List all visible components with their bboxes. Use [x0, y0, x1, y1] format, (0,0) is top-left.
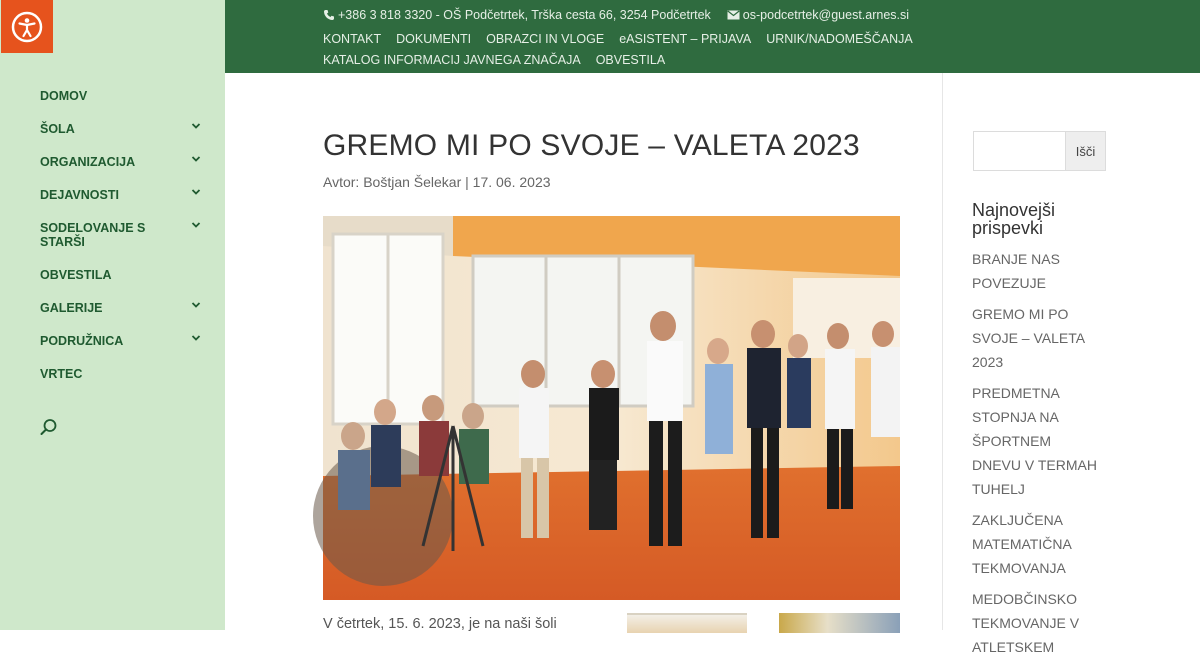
top-link-katalog-informacij[interactable]: KATALOG INFORMACIJ JAVNEGA ZNAČAJA	[323, 53, 581, 67]
sidebar-search-button[interactable]: Išči	[1065, 131, 1106, 171]
recent-posts-heading: Najnovejši prispevki	[972, 200, 1056, 238]
nav-item-label: OBVESTILA	[40, 268, 112, 282]
nav-item-label: VRTEC	[40, 367, 83, 381]
nav-item-domov[interactable]	[40, 86, 205, 119]
sidebar-divider	[942, 73, 943, 630]
nav-item-organizacija[interactable]	[40, 152, 205, 185]
recent-posts-list	[972, 247, 1102, 666]
chevron-down-icon[interactable]	[191, 333, 201, 343]
phone-address-text: +386 3 818 3320 - OŠ Podčetrtek, Trška cesta 66, 3254 Podčetrtek	[338, 8, 711, 22]
search-icon[interactable]	[40, 418, 58, 436]
nav-item-obvestila[interactable]	[40, 265, 205, 298]
recent-post-link[interactable]: MEDOBČINSKO TEKMOVANJE V ATLETSKEM	[972, 591, 1080, 655]
top-navigation	[323, 29, 963, 71]
chevron-down-icon[interactable]	[191, 187, 201, 197]
post-excerpt: V četrtek, 15. 6. 2023, je na naši šoli	[323, 616, 557, 632]
chevron-down-icon[interactable]	[191, 154, 201, 164]
featured-image[interactable]	[323, 216, 900, 600]
chevron-down-icon[interactable]	[191, 300, 201, 310]
article	[323, 73, 903, 630]
accessibility-button[interactable]	[1, 0, 53, 53]
recent-post-link[interactable]: BRANJE NAS POVEZUJE	[972, 251, 1060, 291]
top-link-kontakt[interactable]: KONTAKT	[323, 32, 382, 46]
top-link-dokumenti[interactable]: DOKUMENTI	[396, 32, 472, 46]
nav-item-sodelovanje-s-starsi[interactable]	[40, 218, 205, 265]
gallery-thumbnail[interactable]	[779, 613, 900, 633]
nav-item-vrtec[interactable]	[40, 364, 205, 397]
accessibility-icon	[11, 11, 43, 43]
sidebar-search-input[interactable]	[973, 131, 1065, 171]
chevron-down-icon[interactable]	[191, 220, 201, 230]
contact-info	[323, 8, 925, 22]
recent-post-link[interactable]: ZAKLJUČENA MATEMATIČNA TEKMOVANJA	[972, 512, 1072, 576]
nav-item-label: DOMOV	[40, 89, 88, 103]
nav-item-podruznica[interactable]	[40, 331, 205, 364]
recent-post-link[interactable]: GREMO MI PO SVOJE – VALETA 2023	[972, 306, 1085, 370]
dance-photo	[323, 216, 900, 600]
nav-item-label: PODRUŽNICA	[40, 334, 124, 348]
nav-item-dejavnosti[interactable]	[40, 185, 205, 218]
post-title: GREMO MI PO SVOJE – VALETA 2023	[323, 129, 860, 162]
nav-item-sola[interactable]	[40, 119, 205, 152]
recent-post-link[interactable]: PREDMETNA STOPNJA NA ŠPORTNEM DNEVU V TERMAH TUHELJ	[972, 385, 1097, 497]
nav-item-label: DEJAVNOSTI	[40, 188, 119, 202]
nav-item-label: ŠOLA	[40, 122, 75, 136]
chevron-down-icon[interactable]	[191, 121, 201, 131]
phone-info	[323, 8, 711, 22]
envelope-icon	[727, 10, 740, 20]
top-header-bar	[225, 0, 1200, 73]
post-meta: Avtor: Boštjan Šelekar | 17. 06. 2023	[323, 174, 551, 190]
gallery-thumbnail[interactable]	[627, 613, 747, 633]
email-info[interactable]	[727, 8, 909, 22]
nav-item-label: ORGANIZACIJA	[40, 155, 136, 169]
top-link-urnik-nadomescanja[interactable]: URNIK/NADOMEŠČANJA	[766, 32, 913, 46]
left-sidebar	[0, 0, 225, 630]
phone-icon	[323, 9, 335, 21]
nav-item-label: GALERIJE	[40, 301, 103, 315]
top-link-obrazci-in-vloge[interactable]: OBRAZCI IN VLOGE	[486, 32, 605, 46]
top-link-obvestila[interactable]: OBVESTILA	[595, 53, 666, 67]
top-link-easistent-prijava[interactable]: eASISTENT – PRIJAVA	[619, 32, 752, 46]
nav-item-galerije[interactable]	[40, 298, 205, 331]
email-text[interactable]: os-podcetrtek@guest.arnes.si	[742, 8, 910, 22]
nav-item-label: SODELOVANJE S STARŠI	[40, 221, 146, 249]
sidebar-search-form	[973, 131, 1106, 171]
main-navigation	[40, 86, 205, 397]
